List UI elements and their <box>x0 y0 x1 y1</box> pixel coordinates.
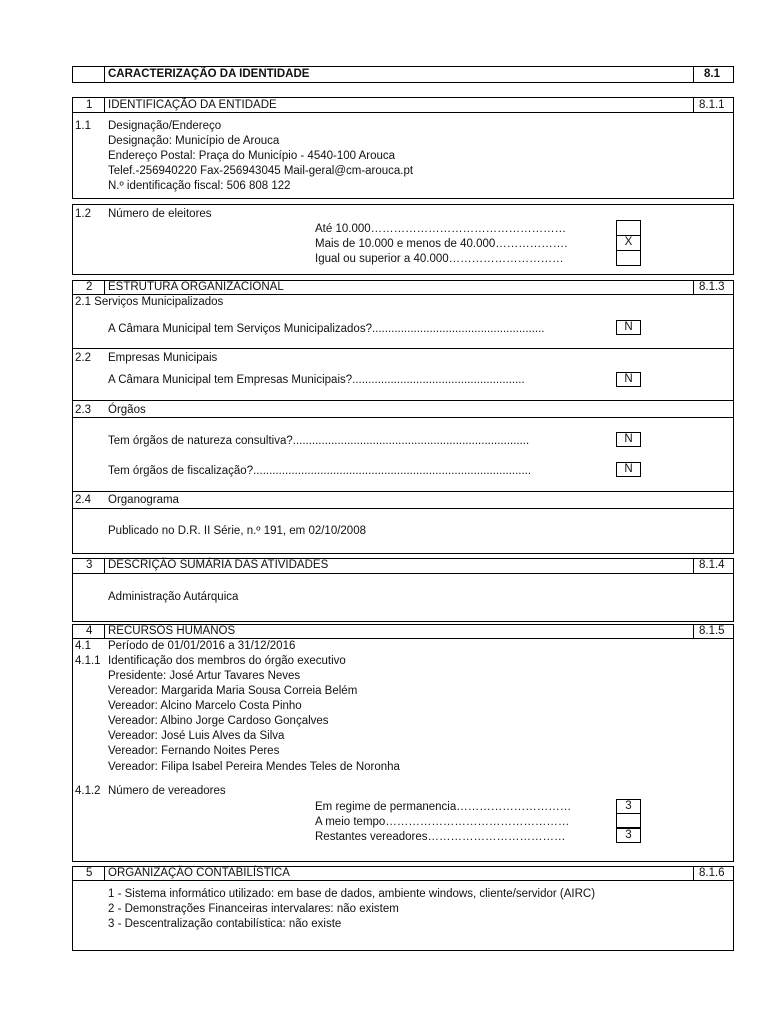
section-2-2-number: 2.2 <box>75 352 91 364</box>
period-text: Período de 01/01/2016 a 31/12/2016 <box>108 640 296 652</box>
audit-bodies-answer: N <box>616 462 641 477</box>
municipal-services-answer: N <box>616 320 641 335</box>
municipal-services-question: A Câmara Municipal tem Serviços Municipalizados?...................................................... <box>108 323 545 335</box>
activities-text: Administração Autárquica <box>108 591 239 603</box>
municipal-companies-answer: N <box>616 372 641 387</box>
divider <box>693 280 694 294</box>
audit-bodies-question: Tem órgãos de fiscalização?....................................................................................... <box>108 465 532 477</box>
organogram-text: Publicado no D.R. II Série, n.º 191, em 02/10/2008 <box>108 525 366 537</box>
councillors-value: 3 <box>616 828 641 843</box>
divider <box>72 491 734 492</box>
member-item: Vereador: Margarida Maria Sousa Correia Belém <box>108 685 358 697</box>
section-3-title: DESCRIÇÃO SUMÁRIA DAS ATIVIDADES <box>108 559 329 571</box>
electors-option-label: Até 10.000…………………………………………… <box>315 223 567 235</box>
municipal-companies-question: A Câmara Municipal tem Empresas Municipais?...................................................... <box>108 374 525 386</box>
member-item: Vereador: José Luis Alves da Silva <box>108 730 285 742</box>
electors-checkbox <box>616 250 641 266</box>
councillors-value: 3 <box>616 799 641 814</box>
section-2-4-number: 2.4 <box>75 494 91 506</box>
divider <box>693 558 694 573</box>
section-4-1-1-number: 4.1.1 <box>75 655 101 667</box>
divider <box>104 66 105 83</box>
consultive-bodies-question: Tem órgãos de natureza consultiva?.......................................................................... <box>108 435 530 447</box>
section-3-number: 3 <box>86 559 93 571</box>
accounting-line: 2 - Demonstrações Financeiras intervalares: não existem <box>108 903 399 915</box>
councillors-row-label: A meio tempo………………………………………… <box>315 816 570 828</box>
member-item: Vereador: Filipa Isabel Pereira Mendes Teles de Noronha <box>108 761 400 773</box>
section-4-1-2-number: 4.1.2 <box>75 785 101 797</box>
divider <box>72 348 734 349</box>
entity-line: Designação: Município de Arouca <box>108 135 280 147</box>
document-title: CARACTERIZAÇÃO DA IDENTIDADE <box>108 68 310 80</box>
councillors-row-label: Restantes vereadores……………………………… <box>315 831 566 843</box>
electors-option-label: Mais de 10.000 e menos de 40.000………………. <box>315 238 568 250</box>
section-2-2-label: Empresas Municipais <box>108 352 218 364</box>
members-label: Identificação dos membros do órgão executivo <box>108 655 346 667</box>
electors-label: Número de eleitores <box>108 208 212 220</box>
member-item: Vereador: Albino Jorge Cardoso Gonçalves <box>108 715 329 727</box>
entity-line: N.º identificação fiscal: 506 808 122 <box>108 180 291 192</box>
section-4-title: RECURSOS HUMANOS <box>108 625 236 637</box>
section-5-title: ORGANIZAÇÃO CONTABILÍSTICA <box>108 867 290 879</box>
section-2-3-label: Órgãos <box>108 404 146 416</box>
section-2-4-label: Organograma <box>108 494 179 506</box>
entity-line: Designação/Endereço <box>108 120 222 132</box>
divider <box>72 417 734 418</box>
divider <box>72 880 734 881</box>
member-item: Presidente: José Artur Tavares Neves <box>108 670 301 682</box>
divider <box>104 280 105 294</box>
section-1-title: IDENTIFICAÇÃO DA ENTIDADE <box>108 99 277 111</box>
consultive-bodies-answer: N <box>616 432 641 447</box>
electors-checkbox: X <box>616 235 641 251</box>
councillors-row-label: Em regime de permanencia………………………… <box>315 801 572 813</box>
divider <box>72 508 734 509</box>
section-2-title: ESTRUTURA ORGANIZACIONAL <box>108 281 284 293</box>
divider <box>104 558 105 573</box>
section-3-code: 8.1.4 <box>699 559 725 571</box>
divider <box>104 97 105 113</box>
divider <box>693 66 694 83</box>
section-5-code: 8.1.6 <box>699 867 725 879</box>
section-1-code: 8.1.1 <box>699 99 725 111</box>
divider <box>693 97 694 113</box>
accounting-line: 1 - Sistema informático utilizado: em base de dados, ambiente windows, cliente/servidor (AIRC) <box>108 888 596 900</box>
councillors-value <box>616 813 641 828</box>
section-4-code: 8.1.5 <box>699 625 725 637</box>
divider <box>693 624 694 638</box>
divider <box>693 866 694 880</box>
section-2-3-number: 2.3 <box>75 404 91 416</box>
entity-line: Telef.-256940220 Fax-256943045 Mail-geral@cm-arouca.pt <box>108 165 414 177</box>
section-2-number: 2 <box>86 281 93 293</box>
member-item: Vereador: Fernando Noites Peres <box>108 745 280 757</box>
accounting-line: 3 - Descentralização contabilística: não existe <box>108 918 342 930</box>
section-1-1-number: 1.1 <box>75 120 91 132</box>
divider <box>104 866 105 880</box>
divider <box>104 624 105 638</box>
section-2-1-label: 2.1 Serviços Municipalizados <box>75 296 224 308</box>
section-1-2-number: 1.2 <box>75 208 91 220</box>
section-1-number: 1 <box>86 99 93 111</box>
entity-line: Endereço Postal: Praça do Município - 4540-100 Arouca <box>108 150 396 162</box>
section-4-number: 4 <box>86 625 93 637</box>
divider <box>72 573 734 574</box>
member-item: Vereador: Alcino Marcelo Costa Pinho <box>108 700 302 712</box>
document-code: 8.1 <box>704 68 720 80</box>
electors-checkbox <box>616 220 641 236</box>
section-5-number: 5 <box>86 867 93 879</box>
electors-option-label: Igual ou superior a 40.000………………………… <box>315 253 564 265</box>
section-4-1-number: 4.1 <box>75 640 91 652</box>
section-2-code: 8.1.3 <box>699 281 725 293</box>
divider <box>72 400 734 401</box>
councillors-count-label: Número de vereadores <box>108 785 226 797</box>
